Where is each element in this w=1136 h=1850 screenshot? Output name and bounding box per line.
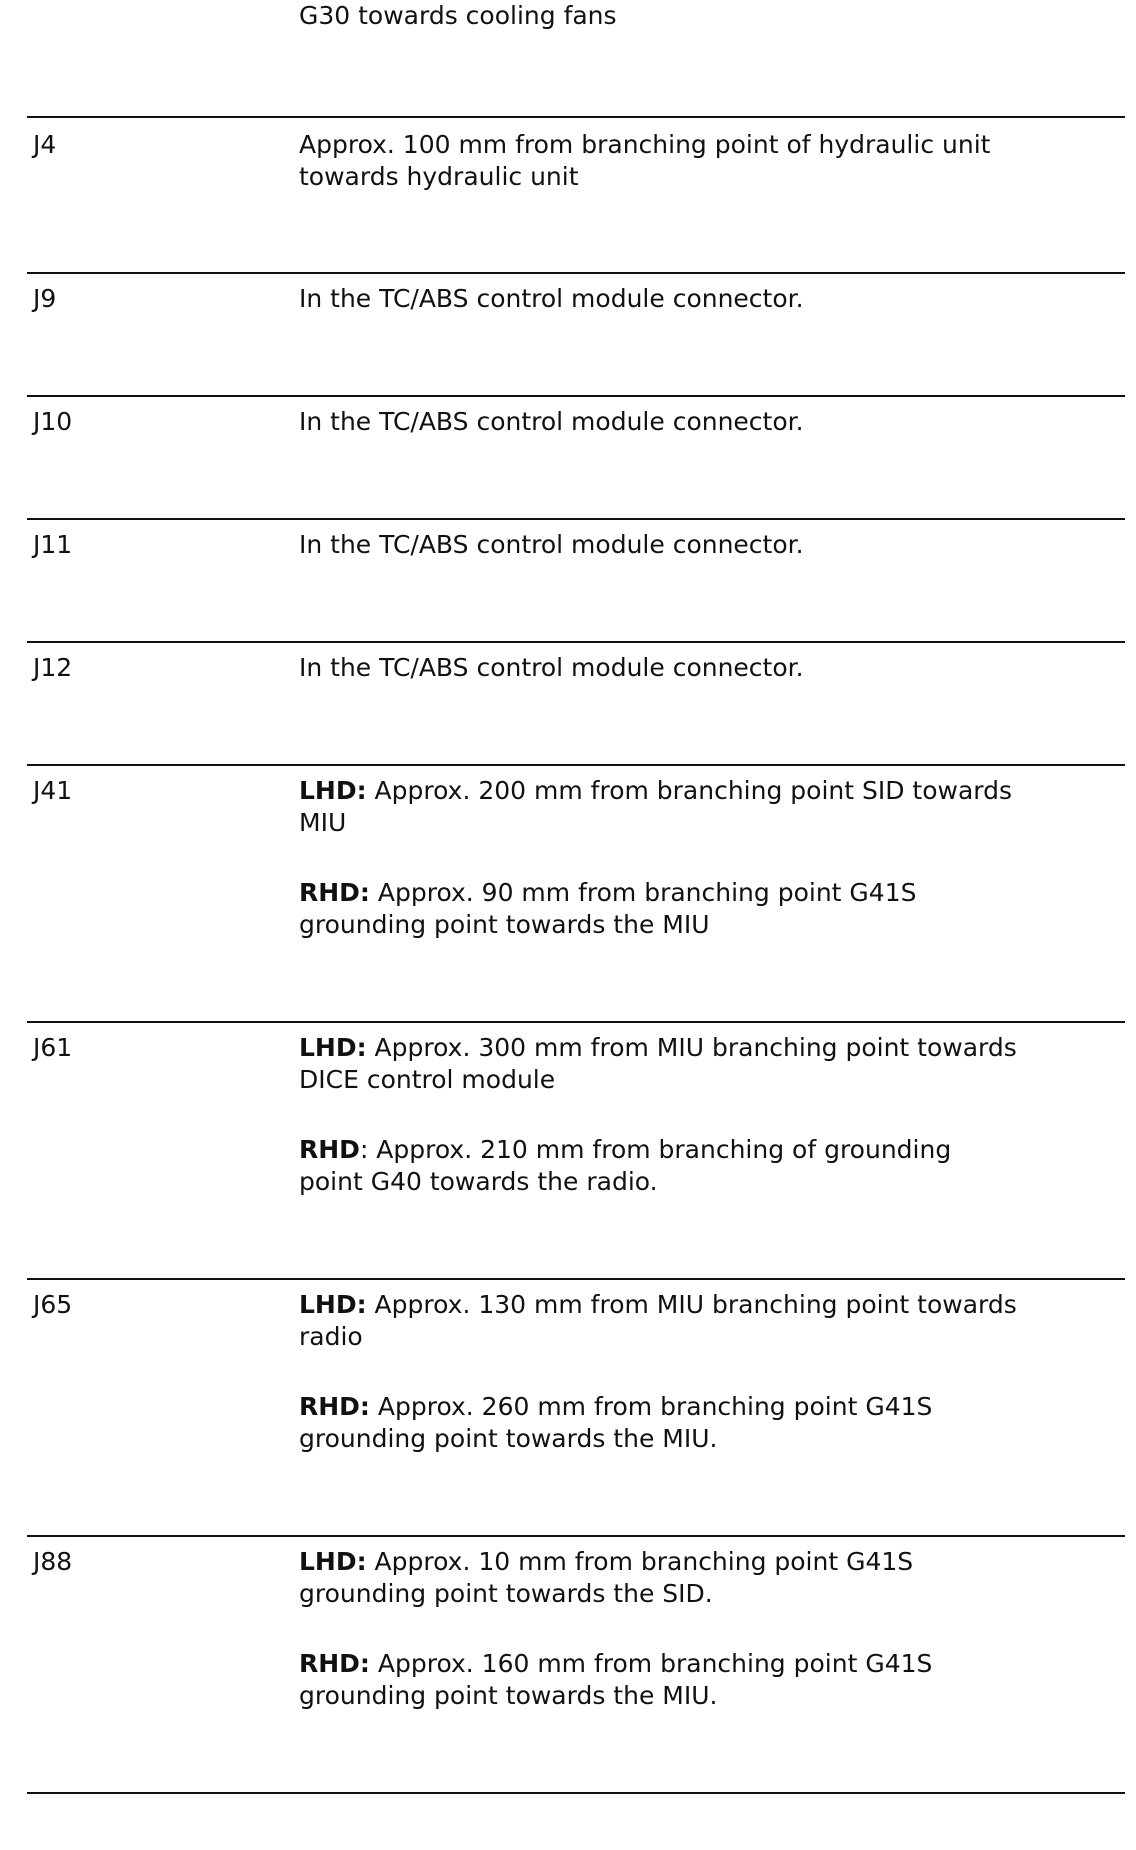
- table-row-divider: [27, 272, 1125, 274]
- rhd-location-j61-line-2: point G40 towards the radio.: [299, 1167, 658, 1196]
- rhd-location-j88-text: Approx. 160 mm from branching point G41S: [369, 1649, 933, 1678]
- location-description-j9: In the TC/ABS control module connector.: [299, 284, 804, 313]
- lhd-label: LHD:: [299, 776, 367, 805]
- connector-id-j10: J10: [33, 407, 73, 436]
- table-bottom-rule: [27, 1792, 1125, 1794]
- table-row-divider: [27, 395, 1125, 397]
- table-row-divider: [27, 1535, 1125, 1537]
- rhd-label: RHD:: [299, 1392, 370, 1421]
- location-description-j12: In the TC/ABS control module connector.: [299, 653, 804, 682]
- lhd-location-j41-line-2: MIU: [299, 808, 347, 837]
- lhd-label: LHD:: [299, 1547, 367, 1576]
- continued-location-text: G30 towards cooling fans: [299, 1, 617, 30]
- lhd-location-j41-text: Approx. 200 mm from branching point SID towards: [366, 776, 1013, 805]
- connector-id-j41: J41: [33, 776, 73, 805]
- lhd-location-j88-line-2: grounding point towards the SID.: [299, 1579, 713, 1608]
- rhd-label: RHD: [299, 1135, 360, 1164]
- connector-id-j9: J9: [33, 284, 57, 313]
- lhd-location-j65-text: Approx. 130 mm from MIU branching point towards: [366, 1290, 1017, 1319]
- table-row-divider: [27, 764, 1125, 766]
- rhd-location-j41-line-1: [299, 877, 1119, 909]
- lhd-label: LHD:: [299, 1033, 367, 1062]
- rhd-label: RHD:: [299, 1649, 370, 1678]
- table-row-divider: [27, 1278, 1125, 1280]
- location-description-j10: In the TC/ABS control module connector.: [299, 407, 804, 436]
- rhd-location-j88-line-2: grounding point towards the MIU.: [299, 1681, 718, 1710]
- connector-id-j88: J88: [33, 1547, 73, 1576]
- connector-id-j4: J4: [33, 130, 57, 159]
- rhd-location-j41-text: Approx. 90 mm from branching point G41S: [369, 878, 917, 907]
- lhd-location-j65-line-2: radio: [299, 1322, 363, 1351]
- lhd-location-j61-text: Approx. 300 mm from MIU branching point towards: [366, 1033, 1017, 1062]
- lhd-label: LHD:: [299, 1290, 367, 1319]
- lhd-location-j88-text: Approx. 10 mm from branching point G41S: [366, 1547, 914, 1576]
- lhd-location-j88-line-1: [299, 1546, 1119, 1578]
- lhd-location-j65-line-1: [299, 1289, 1119, 1321]
- connector-id-j61: J61: [33, 1033, 73, 1062]
- lhd-location-j61-line-2: DICE control module: [299, 1065, 556, 1094]
- table-row-divider: [27, 641, 1125, 643]
- rhd-location-j65-line-1: [299, 1391, 1119, 1423]
- rhd-location-j41-line-2: grounding point towards the MIU: [299, 910, 710, 939]
- location-description-j4-line-1: Approx. 100 mm from branching point of hydraulic unit: [299, 130, 991, 159]
- table-row-divider: [27, 1021, 1125, 1023]
- rhd-label: RHD:: [299, 878, 370, 907]
- lhd-location-j61-line-1: [299, 1032, 1119, 1064]
- connector-id-j12: J12: [33, 653, 73, 682]
- rhd-location-j65-line-2: grounding point towards the MIU.: [299, 1424, 718, 1453]
- location-description-j4-line-2: towards hydraulic unit: [299, 162, 579, 191]
- rhd-location-j88-line-1: [299, 1648, 1119, 1680]
- location-description-j11: In the TC/ABS control module connector.: [299, 530, 804, 559]
- connector-id-j11: J11: [33, 530, 73, 559]
- rhd-location-j65-text: Approx. 260 mm from branching point G41S: [369, 1392, 933, 1421]
- connector-id-j65: J65: [33, 1290, 73, 1319]
- lhd-location-j41-line-1: [299, 775, 1119, 807]
- table-row-divider: [27, 518, 1125, 520]
- rhd-location-j61-text: : Approx. 210 mm from branching of grounding: [359, 1135, 952, 1164]
- table-row-divider: [27, 116, 1125, 118]
- rhd-location-j61-line-1: [299, 1134, 1119, 1166]
